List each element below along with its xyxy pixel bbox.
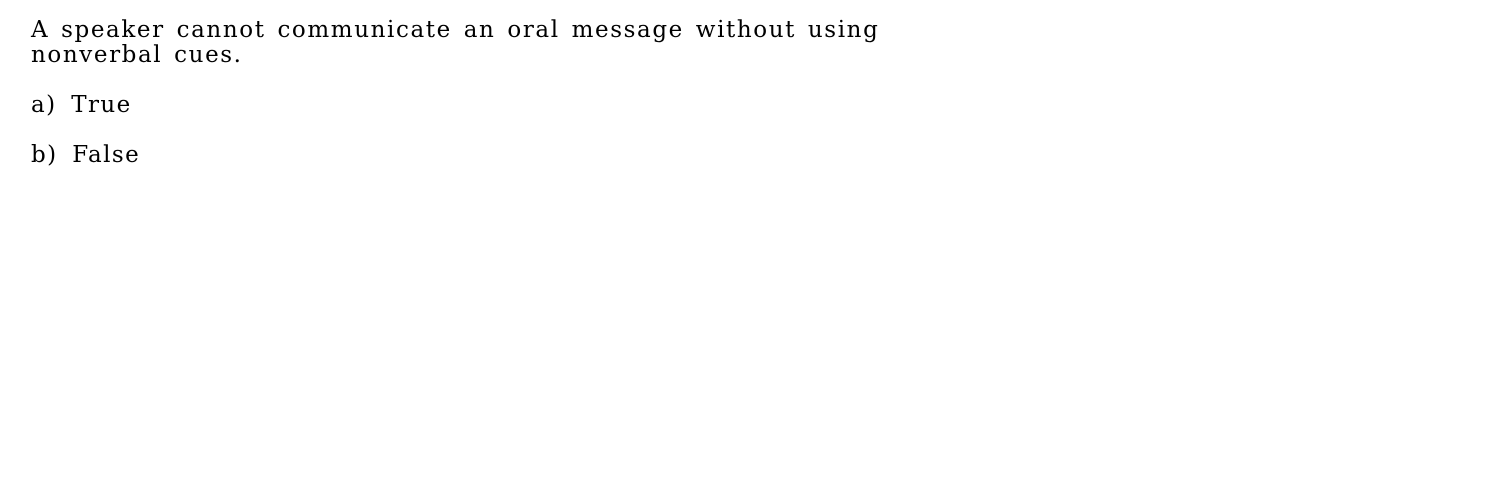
- option-b: [31, 143, 971, 168]
- option-a: [31, 93, 971, 118]
- option-a-letter: a): [31, 92, 57, 118]
- answer-options: [31, 93, 971, 168]
- quiz-question-block: [31, 18, 971, 168]
- option-a-label: True: [71, 92, 132, 118]
- option-b-label: False: [72, 142, 141, 168]
- question-text: A speaker cannot communicate an oral message without using nonverbal cues.: [31, 17, 880, 68]
- option-b-letter: b): [31, 142, 58, 168]
